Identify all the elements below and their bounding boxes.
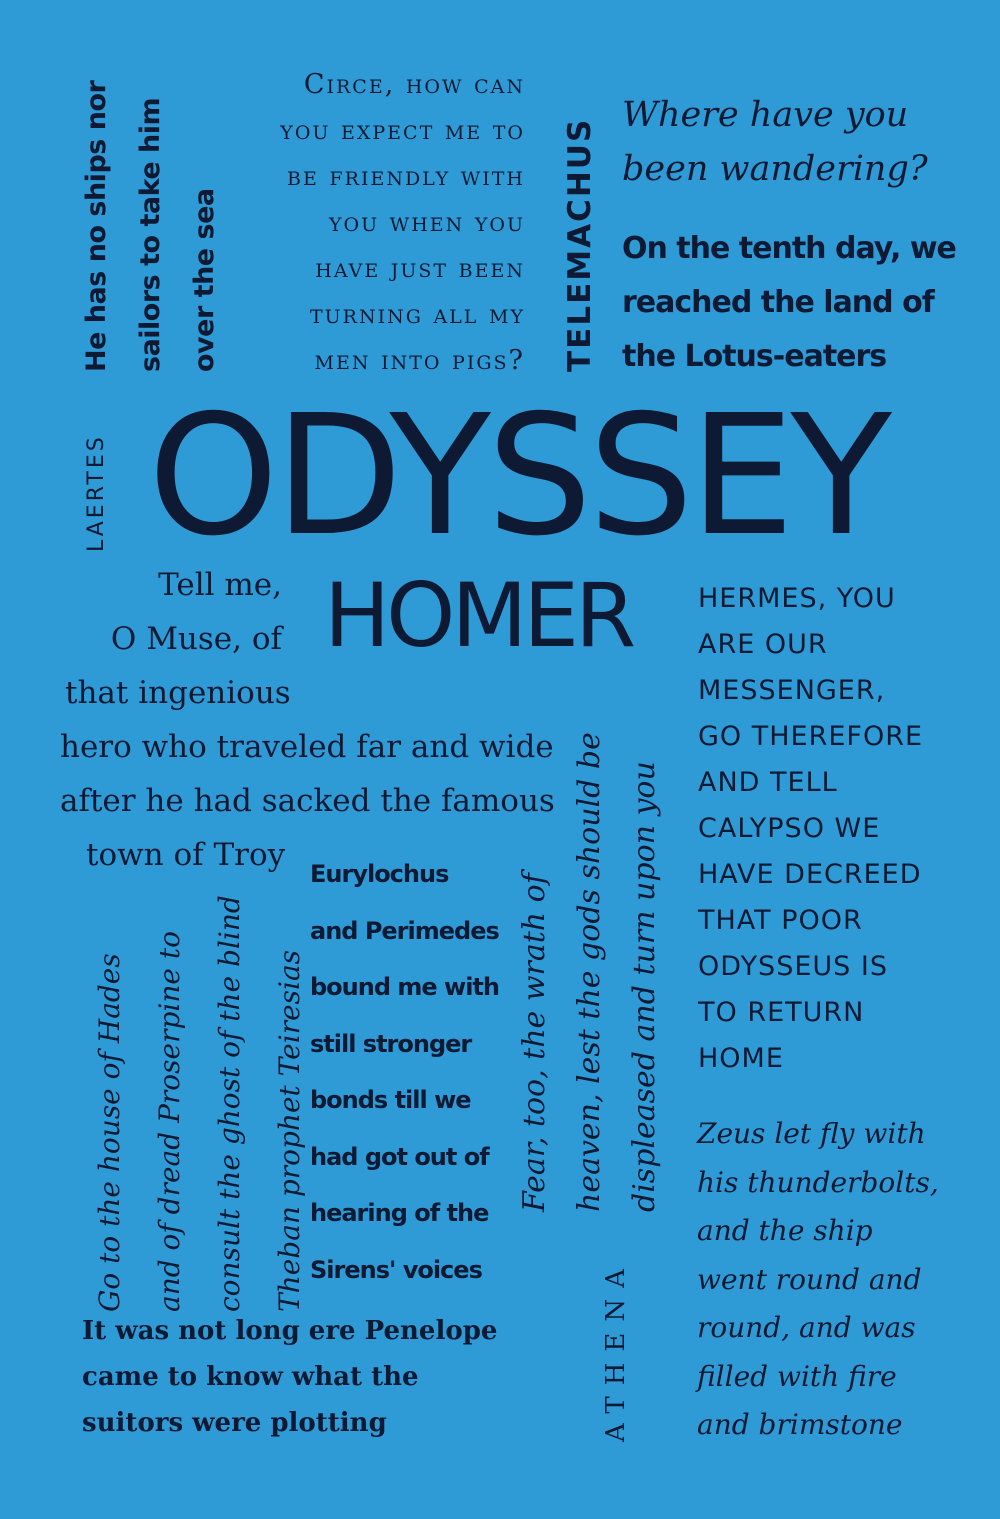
quote-eurylochus [310,846,520,1298]
quote-line: bonds till we [310,1086,471,1114]
name-athena [596,1222,636,1442]
quote-line: HOME [698,1043,784,1074]
character-name: TELEMACHUS [562,117,598,372]
book-title: ODYSSEY [148,380,888,573]
quote-line: hero who traveled far and wide [60,729,554,765]
quote-line: Sirens' voices [310,1255,482,1284]
name-telemachus [558,62,602,372]
quote-line: suitors were plotting [82,1408,387,1438]
quote-circe [225,62,525,384]
quote-line: Eurylochus [310,860,449,888]
quote-line: HERMES, YOU [698,583,896,614]
quote-line: heaven, lest the gods should be [572,732,607,1212]
quote-line: On the tenth day, we [622,231,956,266]
quote-line: He has no ships nor [81,80,112,372]
character-name: ATHENA [601,1258,631,1442]
quote-line: after he had sacked the famous [60,783,555,819]
quote-line: ARE OUR [698,629,828,660]
quote-line: been wandering? [622,149,928,189]
quote-line: O Muse, of [110,621,282,657]
quote-line: CALYPSO WE [698,813,881,844]
quote-tenth-day [622,222,962,384]
quote-penelope [82,1308,552,1446]
quote-line: you when you [328,207,525,238]
quote-line: sailors to take him [135,97,166,372]
quote-line: and Perimedes [310,916,499,945]
quote-wandering [622,88,962,196]
quote-line: hearing of the [310,1199,489,1227]
quote-line: be friendly with [287,161,525,192]
quote-line: went round and [697,1262,922,1296]
quote-hermes [698,576,988,1082]
quote-line: that ingenious [65,675,291,711]
quote-line: filled with fire [697,1359,897,1393]
quote-line: Circe, how can [303,69,525,100]
quote-line: Zeus let fly with [697,1117,926,1150]
quote-line: HAVE DECREED [698,859,922,890]
quote-line: Theban prophet Teiresias [273,949,306,1312]
quote-line: the Lotus-eaters [622,339,887,374]
quote-line: AND TELL [698,767,838,798]
character-name: LAERTES [84,434,109,552]
quote-line: bound me with [310,973,499,1001]
quote-hades [80,892,320,1312]
quote-fear [507,712,672,1212]
quote-line: his thunderbolts, [697,1165,939,1199]
quote-line: TO RETURN [698,997,865,1028]
quote-line: and the ship [697,1214,873,1247]
quote-line: and brimstone [697,1408,903,1441]
quote-muse [60,558,555,882]
quote-line: It was not long ere Penelope [82,1316,498,1346]
quote-line: Tell me, [158,567,282,603]
quote-ships [70,62,232,372]
quote-line: came to know what the [82,1362,419,1392]
quote-line: round, and was [697,1311,916,1344]
quote-line: THAT POOR [698,905,863,936]
quote-line: Go to the house of Hades [93,953,126,1312]
name-laertes [84,392,110,552]
quote-line: Fear, too, the wrath of [517,873,552,1212]
quote-line: MESSENGER, [698,675,886,706]
quote-line: still stronger [310,1029,472,1058]
quote-line: displeased and turn upon you [627,761,662,1212]
quote-line: had got out of [310,1142,489,1171]
quote-line: consult the ghost of the blind [213,895,246,1312]
quote-line: men into pigs? [314,345,525,376]
quote-line: turning all my [309,299,525,330]
quote-line: town of Troy [86,837,286,873]
quote-line: Where have you [622,95,909,135]
quote-line: have just been [315,253,525,284]
quote-line: GO THEREFORE [698,721,924,752]
quote-zeus [697,1110,987,1450]
quote-line: over the sea [189,188,220,372]
quote-line: you expect me to [280,115,525,146]
book-author: HOMER [324,564,633,667]
quote-line: and of dread Proserpine to [153,931,186,1312]
quote-line: reached the land of [622,285,934,320]
quote-line: ODYSSEUS IS [698,951,888,982]
